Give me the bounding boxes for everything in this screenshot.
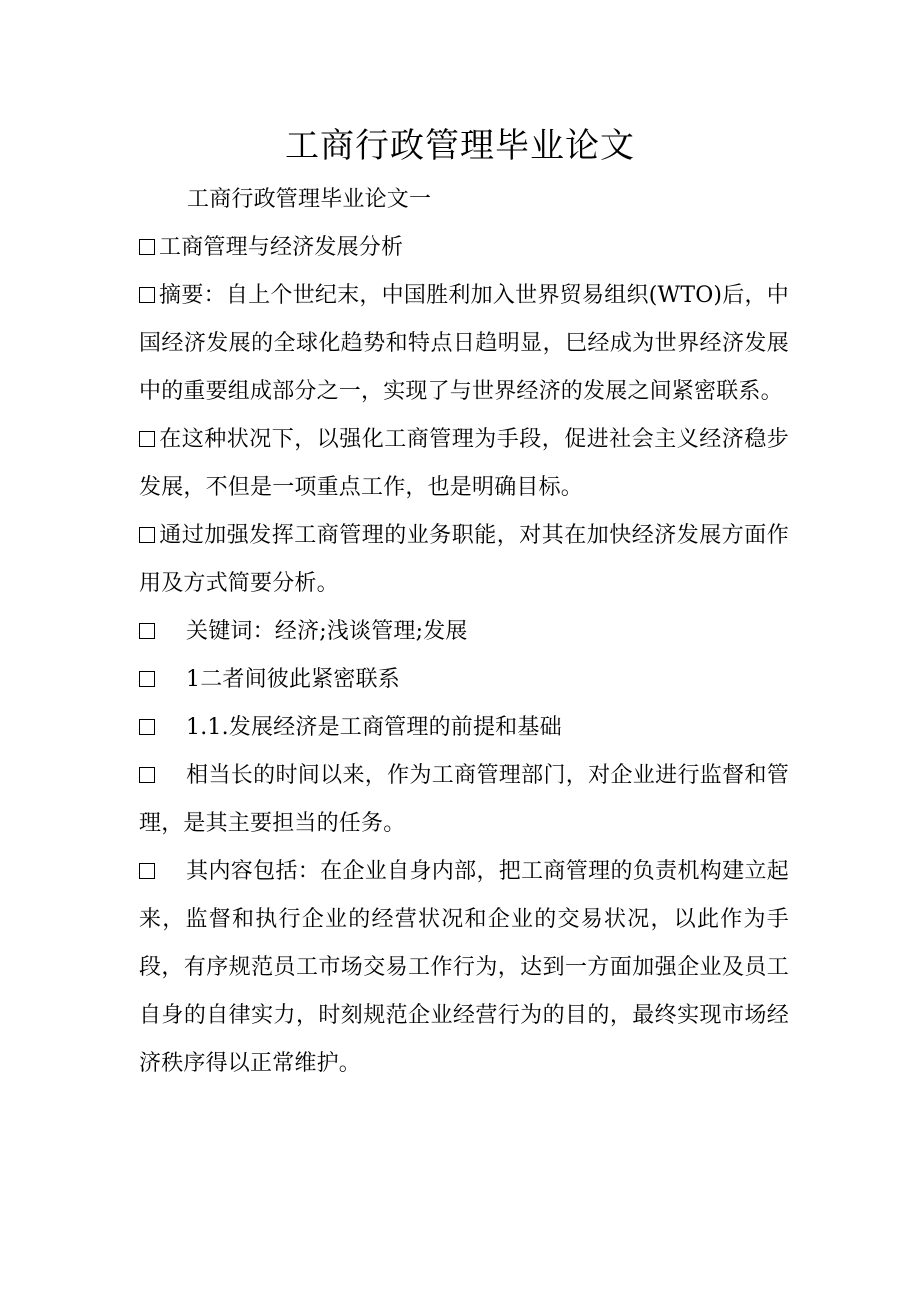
paragraph-text: 工商管理与经济发展分析 <box>159 235 404 260</box>
paragraph-text: 工商行政管理毕业论文一 <box>187 187 432 212</box>
checkbox-glyph-icon <box>139 767 155 783</box>
paragraph-keywords <box>139 608 789 656</box>
paragraph-subtitle <box>139 176 789 224</box>
checkbox-glyph-icon <box>139 239 155 255</box>
paragraph <box>139 416 789 512</box>
paragraph-text: 其内容包括：在企业自身内部，把工商管理的负责机构建立起来，监督和执行企业的经营状况和企业的交易状况，以此作为手段，有序规范员工市场交易工作行为，达到一方面加强企业及员工自身的自律实力，时刻规范企业经营行为的目的，最终实现市场经济秩序得以正常维护。 <box>139 859 789 1076</box>
paragraph-text: 通过加强发挥工商管理的业务职能，对其在加快经济发展方面作用及方式简要分析。 <box>139 523 789 596</box>
checkbox-glyph-icon <box>139 863 155 879</box>
paragraph-text: 在这种状况下，以强化工商管理为手段，促进社会主义经济稳步发展，不但是一项重点工作，也是明确目标。 <box>139 427 789 500</box>
section-heading <box>139 656 789 704</box>
checkbox-glyph-icon <box>139 527 155 543</box>
subsection-heading <box>139 704 789 752</box>
paragraph-text: 1二者间彼此紧密联系 <box>186 667 400 692</box>
paragraph-text: 摘要：自上个世纪末，中国胜利加入世界贸易组织(WTO)后，中国经济发展的全球化趋势和特点日趋明显，巳经成为世界经济发展中的重要组成部分之一，实现了与世界经济的发展之间紧密联系。 <box>139 283 789 404</box>
paragraph-text: 关键词：经济;浅谈管理;发展 <box>186 619 468 644</box>
checkbox-glyph-icon <box>139 431 155 447</box>
paragraph-text: 1.1.发展经济是工商管理的前提和基础 <box>186 715 562 740</box>
document-title: 工商行政管理毕业论文 <box>285 126 635 166</box>
checkbox-glyph-icon <box>139 287 155 303</box>
checkbox-glyph-icon <box>139 719 155 735</box>
checkbox-glyph-icon <box>139 671 155 687</box>
checkbox-glyph-icon <box>139 623 155 639</box>
paragraph <box>139 224 789 272</box>
document-body <box>139 176 789 1088</box>
paragraph-abstract <box>139 272 789 416</box>
paragraph-text: 相当长的时间以来，作为工商管理部门，对企业进行监督和管理，是其主要担当的任务。 <box>139 763 789 836</box>
paragraph <box>139 752 789 848</box>
paragraph <box>139 848 789 1088</box>
paragraph <box>139 512 789 608</box>
